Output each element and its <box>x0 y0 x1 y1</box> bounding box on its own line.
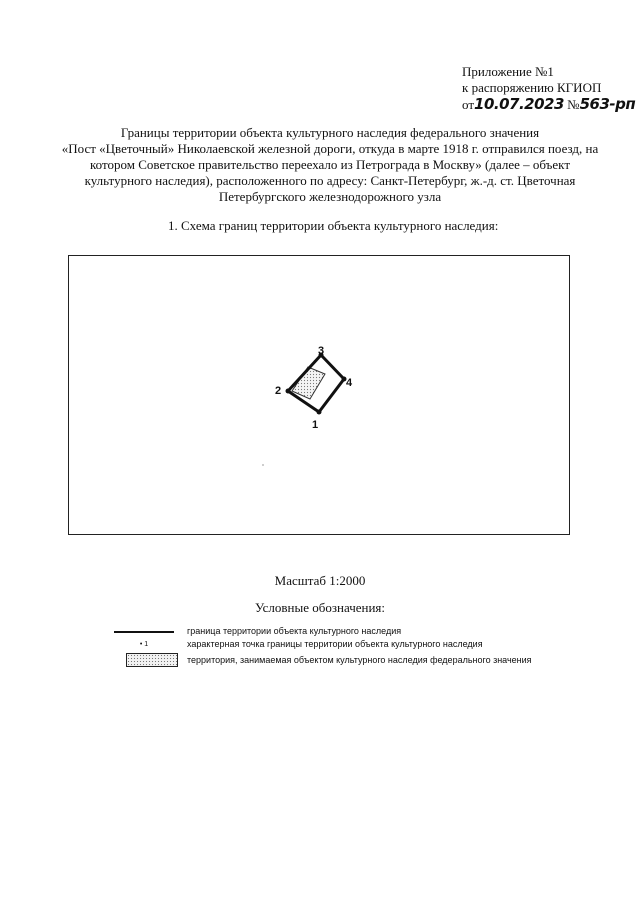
map-drawing <box>69 256 571 536</box>
title-line-4: культурного наследия), расположенного по адресу: Санкт-Петербург, ж.-д. ст. Цветочная <box>84 173 576 188</box>
title-line-1: Границы территории объекта культурного наследия федерального значения <box>120 125 540 140</box>
territory-area-symbol <box>126 653 178 667</box>
title-line-2: «Пост «Цветочный» Николаевской железной дороги, откуда в марте 1918 г. отправился поезд, на <box>61 141 599 156</box>
point-label-4: 4 <box>346 377 353 389</box>
boundary-line-symbol <box>114 631 174 633</box>
date-prefix: от <box>462 97 475 112</box>
appendix-date-line <box>462 96 635 113</box>
point-label-3: 3 <box>318 345 325 357</box>
boundary-point-symbol: • 1 <box>139 641 149 648</box>
point-label-2: 2 <box>275 385 282 397</box>
boundary-point-2 <box>286 389 291 394</box>
title-line-3: котором Советское правительство переехало из Петрограда в Москву» (далее – объект <box>90 157 570 172</box>
section-heading: 1. Схема границ территории объекта культурного наследия: <box>168 218 499 233</box>
document-number: 563-рп <box>579 95 636 113</box>
document-title <box>40 125 620 205</box>
map-scale: Масштаб 1:2000 <box>274 573 366 588</box>
document-date: 10.07.2023 <box>474 95 564 113</box>
legend-text-boundary: граница территории объекта культурного наследия <box>187 626 402 636</box>
appendix-line-1: Приложение №1 <box>462 64 554 79</box>
boundary-scheme-map <box>68 255 570 535</box>
legend-text-area: территория, занимаемая объектом культурного наследия федерального значения <box>187 655 532 665</box>
legend-text-point: характерная точка границы территории объекта культурного наследия <box>187 639 483 649</box>
number-prefix: № <box>567 97 580 112</box>
appendix-line-2: к распоряжению КГИОП <box>462 80 602 95</box>
title-line-5: Петербургского железнодорожного узла <box>218 189 442 204</box>
boundary-point-1 <box>317 410 322 415</box>
map-speck <box>262 464 263 465</box>
appendix-header <box>462 64 635 113</box>
point-label-1: 1 <box>312 419 319 431</box>
legend-title: Условные обозначения: <box>254 600 386 615</box>
